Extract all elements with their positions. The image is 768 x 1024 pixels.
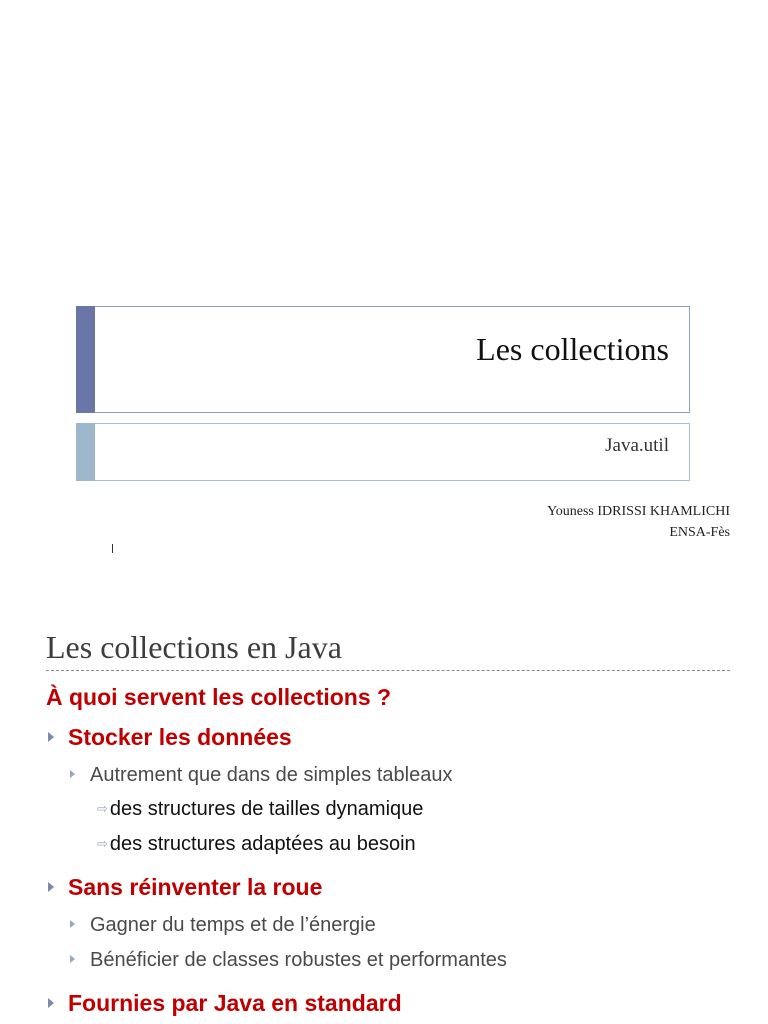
bullet-text: Autrement que dans de simples tableaux	[90, 764, 453, 786]
bullet-level2	[70, 764, 452, 787]
bullet-text: Stocker les données	[68, 724, 292, 750]
title-divider	[46, 670, 730, 671]
bullet-level1	[48, 724, 292, 751]
triangle-bullet-icon	[48, 998, 54, 1008]
bullet-text: Bénéficier de classes robustes et performantes	[90, 949, 507, 971]
triangle-bullet-icon	[70, 920, 75, 928]
arrow-bullet-icon: ⇨	[97, 836, 108, 851]
slide-title: Les collections	[476, 331, 669, 367]
bullet-level1	[48, 990, 402, 1017]
author-school: ENSA-Fès	[669, 525, 730, 540]
subtitle-accent-bar	[76, 423, 95, 481]
triangle-bullet-icon	[48, 732, 54, 742]
content-slide-title: Les collections en Java	[46, 629, 342, 665]
bullet-level2	[70, 914, 376, 937]
bullet-text: Sans réinventer la roue	[68, 874, 323, 900]
title-box	[76, 306, 690, 413]
content-slide	[0, 576, 768, 1024]
author-name: Youness IDRISSI KHAMLICHI	[547, 504, 730, 519]
triangle-bullet-icon	[70, 955, 75, 963]
bullet-text: des structures de tailles dynamique	[109, 798, 424, 820]
triangle-bullet-icon	[48, 882, 54, 892]
slide-subtitle: Java.util	[605, 435, 669, 456]
content-heading: À quoi servent les collections ?	[46, 684, 392, 710]
arrow-bullet-icon: ⇨	[97, 801, 108, 816]
bullet-text: Fournies par Java en standard	[68, 990, 402, 1016]
bullet-level3	[97, 833, 416, 856]
bullet-level2	[70, 949, 507, 972]
title-accent-bar	[76, 306, 95, 413]
bullet-level1	[48, 874, 322, 901]
author-block	[547, 501, 730, 543]
bullet-text: Gagner du temps et de l’énergie	[90, 914, 376, 936]
bullet-text: des structures adaptées au besoin	[109, 833, 416, 855]
triangle-bullet-icon	[70, 770, 75, 778]
page-mark	[112, 544, 113, 553]
bullet-level3	[97, 798, 423, 821]
subtitle-box	[76, 423, 690, 481]
